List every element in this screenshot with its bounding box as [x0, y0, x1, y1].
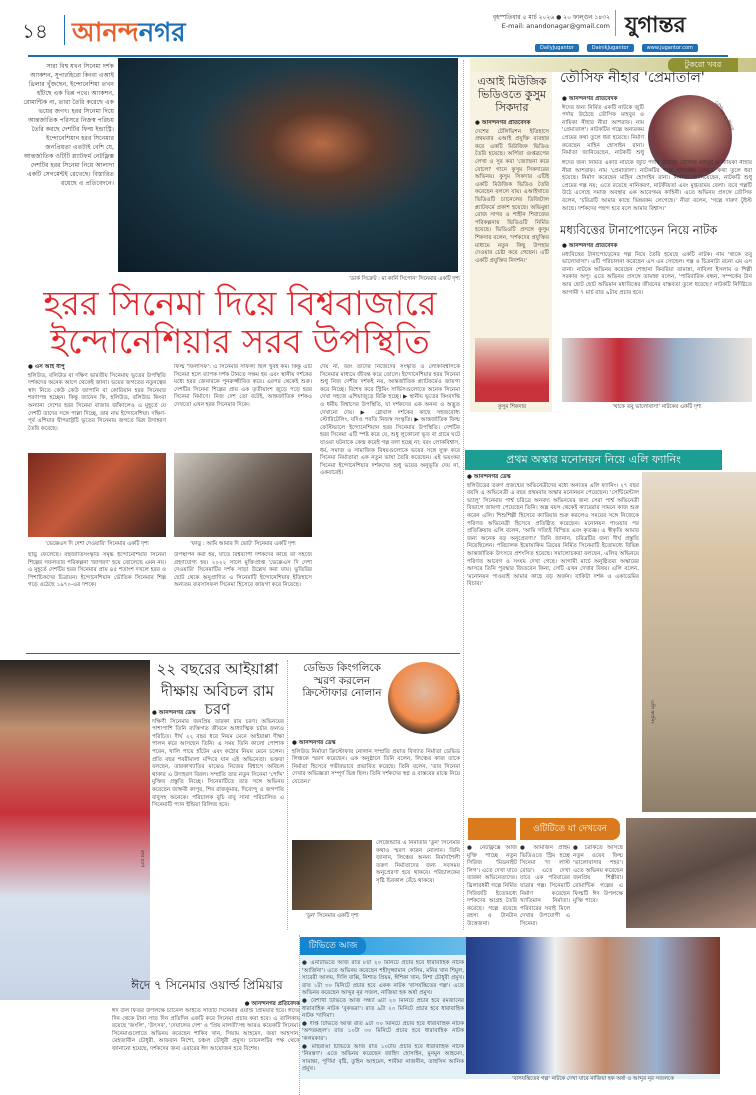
ramcharan-headline-2: দীক্ষায় অবিচল রাম চরণ: [161, 682, 274, 718]
issue-date: বৃহস্পতিবার ৫ মার্চ ২০২৬ ● ২০ ফাল্গুন ১৪৩২: [492, 14, 610, 21]
section-logo-a: আনন্দ: [72, 18, 139, 48]
ramcharan-photo: [0, 660, 150, 1000]
tv-photo: [466, 937, 720, 1074]
lead-col-1: [28, 364, 166, 450]
column-separator: [463, 60, 464, 930]
header-rule: [28, 55, 728, 57]
ott-block: [468, 818, 516, 840]
natok-caption: 'থাকে তবু ভালোবাসা' নাটকের একটি দৃশ্য: [612, 404, 702, 410]
lead-col-1b: ছাড়ু ফেলেছে। বহুজাতিসংস্কৃতি সমৃদ্ধ ইন্দোনেশিয়ার সিনেমা শিল্পের সফলতার পরিকল্পনা 'জাগরণ' হয়ে তোলেছে এমন নয়। এ মুহূর্তে দেশটির হরর সিনেমার প্রায় ৪৫ শতাংশ দখলে হরর ও পিশাচিকদের চিত্রায়ন। ইন্দোনেশিয়ান ভৌতিক সিনেমার শিল্প গড়ে ওঠেছে ১৯৭০-এর দশকে।: [28, 552, 166, 589]
ott-label: ওটিটিতে যা দেখবেন: [520, 818, 620, 840]
byline: ● আনন্দনগর প্রতিবেদক: [475, 120, 531, 126]
eid-byline: ● আনন্দনগর প্রতিবেদক: [244, 1001, 300, 1007]
ott-item: ● চরকিতে আসছে নতুন ওয়েব ফিল্ম 'ভালোবাসার শহর'। এতে অভিনয় করেছেন জনপ্রিয় শিল্পীরা। রোমান্টিক গল্পের এ ফিল্মটি ঈদ উপলক্ষে মুক্তি পাবে।: [573, 845, 623, 905]
tv-item: ● মাছরাঙা টিভিতে আজ রাত ১০টায় প্রচার হবে ধারাবাহিক নাটক 'নিমন্ত্রণ'। এতে অভিনয় করেছেন জাহিদ হোসাইন, মুনমুন আহমেদ, সামান্তা, পূর্ণিমা বৃষ্টি, তুহিন আহমেদ, শামীমা নাজনীন, তাহসিন আনিক প্রমুখ।: [302, 1043, 464, 1073]
nolan-story: [292, 740, 460, 836]
ott-item: ● নেটফ্লিক্সে আজ মুক্তি পাচ্ছে নতুন সিরিজ 'মিডনাইট লিগ'। এতে দেখা যাবে তারকা অভিনেতাদের। থ্রিলারধর্মী গল্পে নির্মিত সিরিজটি ইতোমধ্যে দর্শকদের আগ্রহ তৈরি করেছে। গল্পে রয়েছে রহস্য ও টানটান উত্তেজনা।: [467, 845, 517, 927]
kusum-story: [475, 120, 549, 330]
lead-col-2: ফিল্ম 'ফিলাসফ': এ সিনেমার সাফল্য ছিল খুবই কম। কিন্তু এটি সিনেমা হলে ব্যাপক দর্শক টানতে সক্ষম হয় এবং স্থানীয় দর্শকের মধ্যে হরর জেনারকে পুনরুজ্জীবিত করে। এরপর থেকেই শুরু। দেশটির সিনেমা শিল্পের প্রায় এক তৃতীয়াংশ জুড়ে পড়ে হরর সিনেমা নির্মাণে। নিজ দেশ তো বটেই, আন্তর্জাতিক দর্শকও দেখতো এখন হরর সিনেমার দিকে।: [174, 364, 312, 408]
lead-photo-2: [28, 453, 166, 537]
divider: [615, 10, 616, 36]
tv-list: [302, 960, 464, 1076]
tousif-story-cont: [562, 160, 752, 218]
nolan-story-2: লেজেন্ডারি এ নির্মাতার 'ডুন' সিনেমার কথাও স্মরণ করেন নোলান। তিনি জানান, লিঞ্চের অনন্য নির্মাণশৈলী তরুণ নির্মাতাদের জন্য সবসময় অনুপ্রেরণা হয়ে থাকবে। পরিচালকের সৃষ্টি চিরকাল বেঁচে থাকবে।: [376, 840, 460, 884]
elle-text: হলিউডের তরুণ প্রজন্মের অভিনেত্রীদের মধ্যে অন্যতম এলি ফ্যানিং। ২৭ বছর বয়সি এ অভিনেত্রী এ বছর প্রথমবার অস্কার মনোনয়ন পেয়েছেন। 'সেন্টিমেন্টাল ভ্যালু' সিনেমায় পার্শ্ব চরিত্রে অনবদ্য অভিনয়ের জন্য সেরা পার্শ্ব অভিনেত্রী বিভাগে জায়গা পেয়েছেন তিনি। অল্প বয়স থেকেই ক্যামেরার সামনে কাজ শুরু করেন এলি। শিশুশিল্পী হিসেবে ক্যারিয়ার শুরু করলেও সময়ের সঙ্গে নিজেকে পরিণত অভিনেত্রী হিসেবে প্রতিষ্ঠিত করেছেন। মনোনয়ন পাওয়ার পর প্রতিক্রিয়ায় এলি বলেন, 'আমি সত্যিই বিস্মিত এবং কৃতজ্ঞ। এ স্বীকৃতি আমার জন্য অনেক বড় অনুপ্রেরণা।' তিনি জানান, চরিত্রটির জন্য দীর্ঘ প্রস্তুতি নিয়েছিলেন। পরিচালক ইয়োয়াকিম ত্রিয়ের নির্মিত সিনেমাটি ইতোমধ্যে বিভিন্ন আন্তর্জাতিক উৎসবে প্রশংসিত হয়েছে। সমালোচকরা বলছেন, এলির অভিনয়ে পরিণত আবেগ ও সংযম দেখা গেছে। আগামী মার্চে অনুষ্ঠিতব্য অস্কারের আসরে তিনি পুরস্কার জিতবেন কিনা, সেটি এখন দেখার বিষয়। এলি বলেন, 'মনোনয়ন পাওয়াই আমার কাছে বড় অর্জন। বাকিটা দর্শক ও একাডেমির বিচার।': [467, 482, 639, 588]
nolan-photo: [388, 662, 460, 734]
ramcharan-story: [152, 710, 284, 972]
elle-photo: [642, 472, 756, 812]
lead-headline-2: ইন্দোনেশিয়ার সরব উপস্থিতি: [50, 322, 430, 362]
lead-photo-2-caption: 'ভেক্কেএস দি দেশা দেওয়ারি' সিনেমার একটি দৃশ্য: [45, 541, 149, 547]
kusum-headline: এআই মিউজিক ভিডিওতে কুসুম সিকদার: [477, 75, 547, 115]
tousif-story: [562, 96, 644, 156]
website-link[interactable]: www.jugantor.com: [642, 44, 698, 52]
byline: ● আনন্দনগর প্রতিবেদক: [562, 243, 618, 249]
social-x-link[interactable]: DailyJugantor: [535, 44, 579, 52]
natok-photo: [562, 338, 752, 402]
byline: ● আনন্দনগর ডেস্ক: [152, 710, 196, 716]
lead-col-1-text: হলিউড, বলিউড বা দক্ষিণ ভারতীয় সিনেমায় ভূতের উপস্থিতি দর্শকদের অনেক আগে থেকেই জানা। ভয়ের জগতের নতুনত্বের স্বাদ নিতে কেউ কেউ জাপানি বা কোরিয়ান হরর সিনেমার শরণাপন্ন হচ্ছেন। কিন্তু জানেন কি, হলিউড, বলিউড কিংবা অন্যান্য দেশের হরর সিনেমা বাজার জাঁকালেও এ মুহূর্তে যে দেশটি তাদের সঙ্গে পাল্লা দিচ্ছে, তার নাম ইন্দোনেশিয়া। দক্ষিণ-পূর্ব এশিয়ার দ্বীপরাষ্ট্রটি ভূতের সিনেমার জগতে ভিন্ন উদাহরণ তৈরি করেছে।: [28, 372, 166, 432]
divider: [64, 15, 65, 45]
lead-col-2b: উপস্থাপন করা হয়, যাতে বিশ্বব্যাপী দর্শকদের কাছে তা সহজে গ্রহণযোগ্য হয়। ২০২২ সালে মুক্তিপ্রাপ্ত 'ভেক্কেএস দি দেশা দেওয়ারি' সিনেমাটির দর্শক সাড়া উল্লেখ করা যায়। ভুতিরির ছোট থেকে অনুপ্রাণিত এ সিনেমাটি ইন্দোনেশিয়ার ইতিহাসে অন্যতম ব্যবসাসফল সিনেমা হিসেবে জায়গা করে নিয়েছে।: [174, 552, 312, 589]
tousif-headline: তৌসিফ নীহার 'প্রেমাতাল': [560, 70, 705, 86]
email: E-mail: anandonagar@gmail.com: [501, 22, 610, 30]
natok-headline: মধ্যবিত্তের টানাপোড়েন নিয়ে নাটক: [560, 223, 718, 237]
section-rule: [26, 653, 460, 654]
ramcharan-photo-credit: রাম চরণ: [139, 850, 145, 868]
elle-banner: প্রথম অস্কার মনোনয়ন নিয়ে এলি ফ্যানিং: [465, 450, 722, 470]
tousif-text-cont: ঈদের জন্য নির্মিত একটি নাটকে জুটি পর্দায় উঠেছে তৌসিফ মাহবুব ও নায়িকা নীহার নীরা আশরাফ। নাম 'প্রেমাতাল'। নাটকটির গল্পে অন্যরকম প্রেমের কথা তুলে ধরা হয়েছে। নির্মাণ করেছেন মাহিন হোসাইন রানা। নির্মাতা জানিয়েছেন, নাটকটি শুধু প্রেমের গল্প নয়; এতে রয়েছে নানিকরণ, নাটকীয়তা এবং মুগ্ধতাময় বেলা। তবে গল্পটি উঠে এসেছে সমাজ অবস্থার এক আবেগময় কাহিনী। এতে অভিনয় প্রসঙ্গে তৌসিফ বলেন, 'চরিত্রটি আমার কাছে ভিন্নরকম লেগেছে।' নীরা বলেন, 'গল্পে দারুণ টুইস্ট আছে। দর্শকদের পছন্দ হবে বলে আমার বিশ্বাস।': [562, 160, 752, 212]
ott-photo: [626, 818, 756, 928]
kusum-text: দেশের টেলিভিশন ইতিহাসে প্রথমবার এআই প্রযুক্তি ব্যবহার করে একটি মিউজিক ভিডিও তৈরি হয়েছে। অর্পিতা গুপ্তরূপের লেখা ও সুর করা 'জ্যোছনা করে বোলো' গানে কুসুম সিকদারের অভিনয়। কুসুম সিকদার এটিই একটি মিউজিক ভিডিও তৈরি করেছেন বললে যায়। এআইখাতে ভিডিওটি চ্যানেলের ডিজিটাল প্ল্যাটফর্মে প্রকাশ হয়েছে। অভিমুন্না রোজ সাগর ও শাহীন শিবাজের পরিকল্পনায় ভিডিওটি নির্মিত হয়েছে। ভিডিওটি প্রসঙ্গে কুসুম শিকদার বলেন, 'দর্শকদের প্রযুক্তির মাধ্যমে নতুন কিছু উপহার দেওয়ার চেষ্টা করে গেছেন। এটি একটি প্রযুক্তির নিদর্শন।': [475, 128, 549, 264]
tv-photo-caption: 'বাসযন্ত্রিতের গল্প' নাটকে দেখা যাবে নাজিয়া হক অর্ষা ও আব্দুর নূর সজলকে: [512, 1076, 674, 1082]
ramcharan-text: দক্ষিণী সিনেমার জনপ্রিয় তারকা রাম চরণ। অভিনয়ের পাশাপাশি তিনি ব্যক্তিগত জীবনে আধ্যাত্মিক চর্চার জন্যও পরিচিত। দীর্ঘ ২২ বছর ধরে নিয়ম মেনে আইয়াপ্পা দীক্ষা পালন করে আসছেন তিনি। এ সময় তিনি কালো পোশাক পরেন, খালি পায়ে হাঁটেন এবং কঠোর নিয়ম মেনে চলেন। প্রতি বছর শবরীমালা মন্দিরে যান এই অভিনেতা। ভক্তরা বলছেন, তারকাখ্যাতির মাঝেও নিজের বিশ্বাসে অবিচল থাকার এ উদাহরণ বিরল। সম্প্রতি তার নতুন সিনেমা 'পেদ্দি' মুক্তির প্রস্তুতি নিচ্ছে। সিনেমাটিতে তার সঙ্গে অভিনয় করেছেন জাহ্নবী কাপুর, শিব রাজকুমার, দিব্যেন্দু ও জগপতি বাবুসহ অনেকে। পরিচালক বুচি বাবু সানা পরিচালিত এ সিনেমাটি প্যান ইন্ডিয়া রিলিজ হবে।: [152, 718, 284, 809]
nolan-photo-credit: নোলান: [454, 690, 459, 704]
section-logo-b: নগর: [138, 18, 186, 48]
paper-logo: যুগান্তর: [625, 13, 686, 38]
elle-story: [467, 474, 639, 810]
byline: ● আনন্দনগর ডেস্ক: [467, 474, 511, 480]
tousif-photo-credit: তৌসিফ ও নীহার: [712, 100, 735, 133]
dune-photo: [292, 840, 372, 910]
natok-story: [562, 243, 752, 331]
nolan-text: হলিউড নির্মাতা ক্রিস্টোফার নোলান সম্প্রতি প্রয়াত বিখ্যাত নির্মাতা ডেভিড লিঞ্চকে স্মরণ করেছেন। এক অনুষ্ঠানে তিনি বলেন, লিঞ্চের কাজ তাকে নির্মাতা হিসেবে গভীরভাবে প্রভাবিত করেছে। তিনি বলেন, 'তার সিনেমা দেখার অভিজ্ঞতা সম্পূর্ণ ভিন্ন ছিল। তিনি দর্শকদের স্বপ্ন ও বাস্তবের মাঝে নিয়ে যেতেন।': [292, 748, 460, 785]
tukro-label: টুকরো খবর: [668, 58, 738, 72]
byline: ● আনন্দনগর ডেস্ক: [292, 740, 336, 746]
lead-col-3: দেয় না, বরং তাদের নিজেদের সংস্কৃতি ও লোকবিশ্বাসকে সিনেমার মাধ্যমে জীবন্ত করে তোলে। ইন্দোনেশিয়ার হরর সিনেমা শুধু নিজ দেশীয় দর্শকই নয়, আন্তর্জাতিক প্ল্যাটফর্মেও জায়গা করে নিচ্ছে। বিশেষ করে স্ট্রিমিং সার্ভিসগুলোতে অনেক সিনেমা দেখা সহজে এশিয়াজুড়ে বিক্রি হচ্ছে। ▶ স্থানীয় ভূতের কিংবদন্তি ও ধর্মীয় বিশ্বাসের উপস্থিতি, যা দর্শকদের এক অনন্য ও অদ্ভুত দেখানো দেয়। ▶ গ্লোবাল দর্শকের কাছে সহজবোধ্য স্টোরিটেলিং, যদিও পরতি নিজস্ব সংস্কৃতি। ▶ আন্তর্জাতিক ফিল্ম ফেস্টিভালে ইন্দোনেশিয়ান হরর সিনেমার উপস্থিতি। দেশটির হরর সিনেমা এটি স্পষ্ট করে যে, শুধু লুকোনো ভূত বা গ্রামে ঘটে যাওয়া ঘটনাকে কেন্দ্র করেই গল্প বলা হচ্ছে না; বরং লোকবিশ্বাস, ধর্ম, সমাজ ও সামাজিক বিষয়গুলোকে ভয়ের সঙ্গে যুক্ত করে সিনেমা নির্মাতারা এক নতুন ভাষা তৈরি করেছেন। এই ভয়ংকর সিনেমা ইন্দোনেশিয়ার দর্শকদের শুধু ভয়ের অনুভূতি দেয় না, একবারেই।: [320, 364, 460, 477]
lead-photo-3-caption: 'ফাড়ু : আমি আমার দি ভোট' সিনেমার একটি দৃশ্য: [190, 541, 296, 547]
byline: ● এস আই বীপু: [28, 364, 65, 370]
ramcharan-headline-1: ২২ বছরের আইয়াপ্পা: [156, 660, 279, 678]
elle-photo-credit: এলি ফ্যানিং: [649, 700, 655, 724]
natok-text: মধ্যবিত্তের টানাপোড়েনের গল্প নিয়ে তৈরি হয়েছে একটি নাটক। নাম 'থাকে তবু ভালোবাসা'। এটি পরিচালনা করেছেন এস এম সোহেল। গল্প ও চিত্রনাট্য রচনা এম এস রানা। নাটকে অভিনয় করেছেন শোহানা কিবরিয়া তামান্না, নাবিলা ইসলাম ও শিল্পী সরকার অপু। এতে অভিনয় প্রসঙ্গে তামান্না বলেন, 'পারিবারিক বন্ধন, সম্পর্কের টান আর ছোট ছোট অভিমান মধ্যবিত্তের জীবনের বাস্তবতা তুলে ধরেছে।' নাটকটি নির্দিষ্টতে আগামী ৭ মার্চ রাত ৯টায় প্রচার হবে।: [562, 251, 752, 296]
social-links: [535, 44, 698, 52]
eid-headline: ঈদে ৭ সিনেমার ওয়ার্ল্ড প্রিমিয়ার: [131, 978, 283, 992]
column-separator: [287, 660, 288, 930]
page-number: ১৪: [22, 19, 48, 43]
lead-intro: সারা বিশ্ব যখন সিনেমা দর্শক অ্যাকশন, সুপারহিরো কিংবা এআই থ্রিলার খুঁজছেন, ইন্দোনেশিয়া তখন হাঁটছে এক ভিন্ন পথে। অ্যাকশন, রোমান্টিক না, তারা তৈরি করেছে এক ভয়ের জগৎ। হরর সিনেমা দিয়ে আন্তর্জাতিক পরিসরে নিজস্ব পরিচয় তৈরি করছে দেশটির ফিল্ম ইন্ডাস্ট্রি। ইন্দোনেশিয়ান হরর সিনেমার জনপ্রিয়তা এতটাই বেশি যে, আন্তর্জাতিক ওটিটি প্ল্যাটফর্ম নেটফ্লিক্স দেশটির হরর সিনেমা নিয়ে আলাদা একটি সেগমেন্টই রেখেছে। বিস্তারিত রয়েছে এ প্রতিবেদনে।: [23, 63, 114, 187]
lead-headline-1: হরর সিনেমা দিয়ে বিশ্ববাজারে: [43, 284, 437, 324]
lead-photo-caption: 'ডার্ক সিক্রেট : মা কার্নি সিপোন' সিনেমার একটি দৃশ্য: [349, 276, 460, 282]
ott-item: ● আমাজন প্রাইম ভিডিওতে স্ট্রিম হচ্ছে সিনেমা 'দ্য লাস্ট রোড'। এতে দেখা যাবে এক পরিবারের যাত্রার গল্প। সিনেমাটি নির্মাণ করেছেন খ্যাতিমান নির্মাতা। পরিবারের সবাই মিলে দেখার উপযোগী এ সিনেমা।: [520, 845, 570, 927]
kusum-photo: [475, 338, 549, 402]
tv-item: ● এনটিভিতে আজ রাত ৮টা ২০ মিনিটে প্রচার হবে ধারাবাহিক নাটক 'আর্জিনা'। এতে অভিনয় করেছেন শহীদুজ্জামান সেলিম, মনির খান শিমুল, সাবেরী আলম, দিলি বাপ্পি, নিশাত প্রিয়ম, ঈশিকা খান, নিশা চৌধুরী প্রমুখ। রাত ১টা ৩০ মিনিটে প্রচার হবে একক নাটক 'বাসযন্ত্রিতের গল্প'। এতে অভিনয় করেছেন আব্দুর নূর সজল, নাজিয়া হক অর্ষা প্রমুখ।: [302, 960, 464, 997]
lead-photo: [118, 58, 458, 272]
tv-label: টিভিতে আজ: [300, 937, 366, 955]
nolan-headline: ডেভিড কিংগলিকে স্মরণ করলেন ক্রিস্টোফার নোলান: [302, 662, 382, 700]
eid-story: ঈদ উল ফিতর উপলক্ষে চ্যানেল আইতে সাতটি সিনেমার ওয়ার্ল্ড প্রিমিয়ার হবে। ঈদের দিন থেকে টানা সাত দিন প্রতিদিন একটি করে সিনেমা প্রচার করা হবে। এ তালিকায় রয়েছে 'জংলি', 'উৎসব', 'দেয়ালের দেশ' ও 'প্রিয় মালতী'সহ আরও কয়েকটি সিনেমা। সিনেমাগুলোতে অভিনয় করেছেন শাকিব খান, সিয়াম আহমেদ, জয়া আহসান, মেহজাবীন চৌধুরী, আফরান নিশো, চঞ্চল চৌধুরী প্রমুখ। চ্যানেলটির পক্ষ থেকে জানানো হয়েছে, দর্শকদের জন্য এবারের ঈদ আয়োজন হবে বিশেষ।: [112, 1008, 300, 1052]
section-logo: [72, 12, 186, 56]
tv-item: ● বৈশাখী টিভিতে আজ সন্ধ্যা ৬টা ২০ মিনিটে প্রচার হবে রমজানের ধারাবাহিক নাটক 'বুকভরা'। রাত ৯টা ২০ মিনিটে প্রচার হবে ধারাবাহিক নাটক 'দাদিমা'।: [302, 997, 464, 1020]
kusum-caption: কুসুম শিকদার: [498, 404, 526, 410]
lead-photo-3: [174, 453, 312, 537]
tv-item: ● দীপ্ত টিভিতে আজ রাত ৯টা ৩০ মিনিটে প্রচার হবে ধারাবাহিক নাটক 'অন্দরমহল'। রাত ১০টা ৩০ মিনিটে প্রচার হবে ধারাবাহিক নাটক 'কলমকার'।: [302, 1020, 464, 1042]
social-facebook-link[interactable]: DainikJugantor: [587, 44, 634, 52]
byline: ● আনন্দনগর প্রতিবেদক: [562, 96, 618, 102]
tousif-text: ঈদের জন্য নির্মিত একটি নাটকে জুটি পর্দায় উঠেছে তৌসিফ মাহবুব ও নায়িকা নীহার নীরা আশরাফ। নাম 'প্রেমাতাল'। নাটকটির গল্পে অন্যরকম প্রেমের কথা তুলে ধরা হয়েছে। নির্মাণ করেছেন মাহিন হোসাইন রানা। নির্মাতা জানিয়েছেন, নাটকটি শুধু: [562, 104, 644, 156]
dune-caption: 'ডুন' সিনেমার একটি দৃশ্য: [305, 913, 359, 919]
